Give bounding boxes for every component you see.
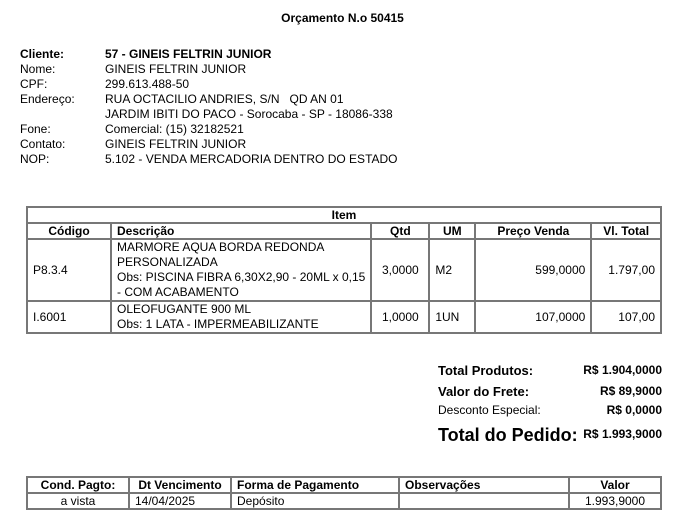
valor: 1.993,9000 — [569, 493, 661, 509]
page-title: Orçamento N.o 50415 — [281, 11, 404, 25]
obs-line: - COM ACABAMENTO — [117, 285, 239, 299]
items-caption: Item — [27, 207, 661, 223]
table-row — [27, 493, 661, 509]
venc: 14/04/2025 — [129, 493, 231, 509]
cliente-value: 57 - GINEIS FELTRIN JUNIOR — [105, 47, 272, 61]
nop-label: NOP: — [20, 152, 50, 166]
preco: 107,0000 — [475, 301, 591, 333]
descricao — [111, 301, 371, 333]
desc-line: PERSONALIZADA — [117, 255, 218, 269]
forma: Depósito — [231, 493, 399, 509]
nome-label: Nome: — [20, 62, 56, 76]
preco: 599,0000 — [475, 239, 591, 301]
contato-label: Contato: — [20, 137, 66, 151]
descricao — [111, 239, 371, 301]
label: Desconto Especial: — [438, 403, 541, 417]
um: 1UN — [429, 301, 475, 333]
col-cond: Cond. Pagto: — [27, 477, 129, 493]
desconto-especial — [438, 403, 662, 419]
label: Total do Pedido: — [438, 425, 578, 445]
total: 107,00 — [591, 301, 661, 333]
codigo: I.6001 — [27, 301, 111, 333]
valor-frete — [438, 384, 662, 400]
value: R$ 1.993,9000 — [583, 427, 662, 441]
desc-line: MARMORE AQUA BORDA REDONDA — [117, 240, 325, 254]
col-codigo: Código — [27, 223, 111, 239]
obs-line: Obs: PISCINA FIBRA 6,30X2,90 - 20ML x 0,15 — [117, 270, 366, 284]
table-row — [27, 301, 661, 333]
col-qtd: Qtd — [371, 223, 429, 239]
total-produtos — [438, 363, 662, 379]
cliente-label: Cliente: — [20, 47, 65, 61]
fone-value: Comercial: (15) 32182521 — [105, 122, 244, 136]
nop-value: 5.102 - VENDA MERCADORIA DENTRO DO ESTADO — [105, 152, 398, 166]
label: Valor do Frete: — [438, 384, 530, 399]
fone-label: Fone: — [20, 122, 51, 136]
endereco-label: Endereço: — [20, 92, 75, 106]
payment-table — [26, 476, 662, 510]
total: 1.797,00 — [591, 239, 661, 301]
customer-info — [20, 47, 398, 167]
qtd: 3,0000 — [371, 239, 429, 301]
um: M2 — [429, 239, 475, 301]
col-valor: Valor — [569, 477, 661, 493]
qtd: 1,0000 — [371, 301, 429, 333]
value: R$ 89,9000 — [599, 384, 662, 398]
cpf-value: 299.613.488-50 — [105, 77, 190, 91]
nome-value: GINEIS FELTRIN JUNIOR — [105, 62, 247, 76]
cond: a vista — [27, 493, 129, 509]
table-row — [27, 239, 661, 301]
total-pedido — [438, 425, 662, 447]
col-obs: Observações — [399, 477, 569, 493]
col-venc: Dt Vencimento — [129, 477, 231, 493]
col-um: UM — [429, 223, 475, 239]
col-preco: Preço Venda — [475, 223, 591, 239]
value: R$ 0,0000 — [606, 403, 662, 417]
desc-line: OLEOFUGANTE 900 ML — [117, 302, 252, 316]
value: R$ 1.904,0000 — [583, 363, 662, 377]
cpf-label: CPF: — [20, 77, 48, 91]
endereco-line2: JARDIM IBITI DO PACO - Sorocaba - SP - 18086-338 — [105, 107, 393, 121]
col-total: Vl. Total — [591, 223, 661, 239]
col-descricao: Descrição — [111, 223, 371, 239]
codigo: P8.3.4 — [27, 239, 111, 301]
obs — [399, 493, 569, 509]
obs-line: Obs: 1 LATA - IMPERMEABILIZANTE — [117, 317, 319, 331]
label: Total Produtos: — [438, 363, 534, 378]
items-table — [26, 206, 662, 334]
contato-value: GINEIS FELTRIN JUNIOR — [105, 137, 247, 151]
endereco-line1: RUA OCTACILIO ANDRIES, S/N QD AN 01 — [105, 92, 344, 106]
col-forma: Forma de Pagamento — [231, 477, 399, 493]
